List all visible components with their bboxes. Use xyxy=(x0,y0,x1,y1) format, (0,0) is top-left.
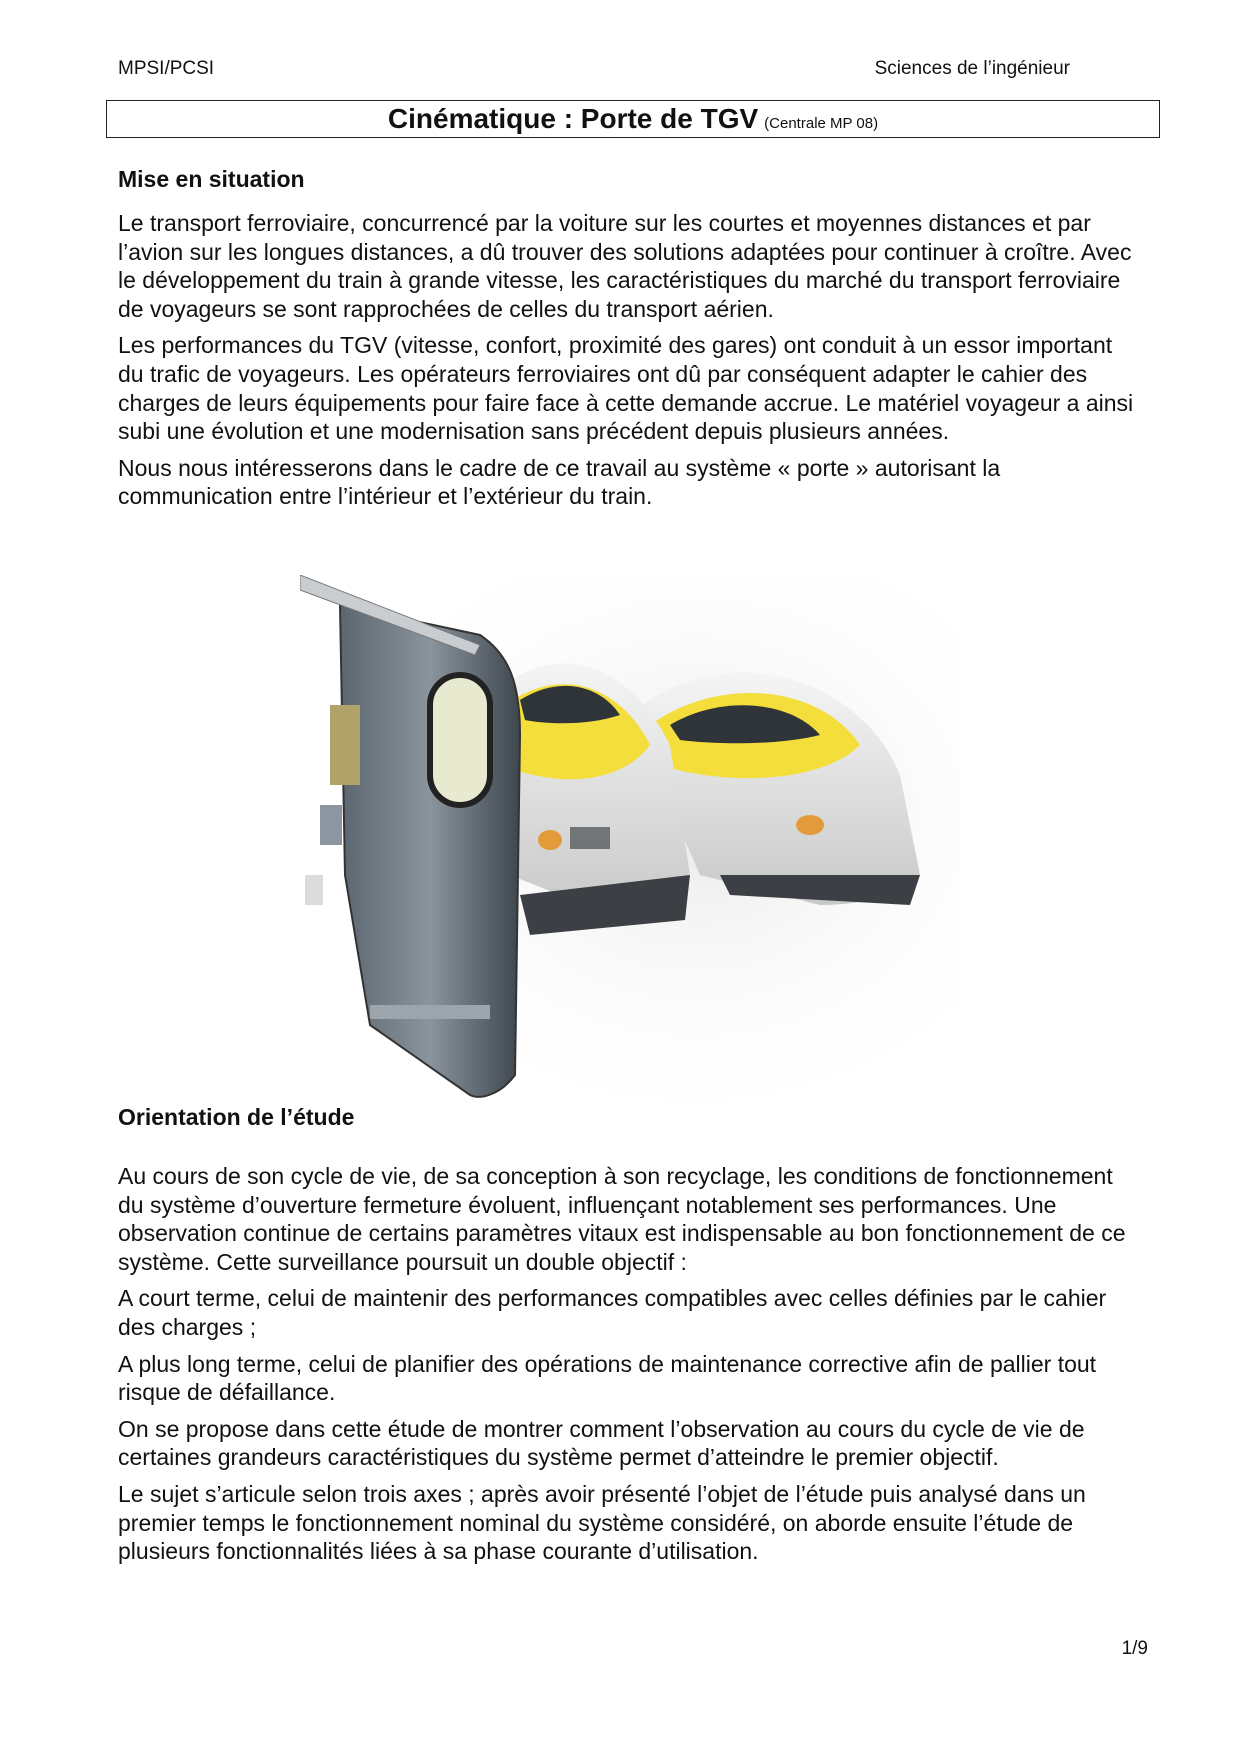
section-mise-en-situation xyxy=(118,209,1140,519)
paragraph: Nous nous intéresserons dans le cadre de ce travail au système « porte » autorisant la communication entre l’intérieur et l’extérieur du train. xyxy=(118,454,1001,510)
paragraph: A plus long terme, celui de planifier des opérations de maintenance corrective afin de pallier tout risque de défaillance. xyxy=(118,1350,1097,1406)
title-box xyxy=(106,100,1160,138)
paragraph: On se propose dans cette étude de montrer comment l’observation au cours du cycle de vie de certaines grandeurs caractéristiques du système permet d’atteindre le premier objectif. xyxy=(118,1415,1085,1471)
paragraph: Les performances du TGV (vitesse, confort, proximité des gares) ont conduit à un essor important du trafic de voyageurs. Les opérateurs ferroviaires ont dû par conséquent adapter le cahier des charges de leurs équipements pour faire face à cette demande accrue. Le matériel voyageur a ainsi subi une évolution et une modernisation sans précédent depuis plusieurs années. xyxy=(118,332,1134,445)
page-number: 1/9 xyxy=(1121,1638,1148,1659)
tgv-door-illustration xyxy=(300,575,960,1115)
paragraph: Le transport ferroviaire, concurrencé par la voiture sur les courtes et moyennes distances et par l’avion sur les longues distances, a dû trouver des solutions adaptées pour continuer à croître. Avec le développement du train à grande vitesse, les caractéristiques du marché du transport ferroviaire de voyageurs se sont rapprochées de celles du transport aérien. xyxy=(118,210,1132,322)
section-heading-orientation: Orientation de l’étude xyxy=(118,1104,355,1130)
paragraph: Le sujet s’articule selon trois axes ; après avoir présenté l’objet de l’étude puis analysé dans un premier temps le fonctionnement nominal du système considéré, on aborde ensuite l’étude de plusieurs fonctionnalités liées à sa phase courante d’utilisation. xyxy=(118,1480,1086,1565)
header-left: MPSI/PCSI xyxy=(118,58,215,79)
page-title: Cinématique : Porte de TGV xyxy=(387,103,759,134)
page-subtitle: (Centrale MP 08) xyxy=(764,115,879,132)
header-right: Sciences de l’ingénieur xyxy=(874,58,1070,79)
section-heading-mise-en-situation: Mise en situation xyxy=(118,166,305,192)
paragraph: A court terme, celui de maintenir des performances compatibles avec celles définies par le cahier des charges ; xyxy=(118,1285,1107,1340)
section-orientation xyxy=(118,1162,1140,1574)
paragraph: Au cours de son cycle de vie, de sa conception à son recyclage, les conditions de fonctionnement du système d’ouverture fermeture évoluent, influençant notablement ses performances. Une observation continue de certains paramètres vitaux est indispensable au bon fonctionnement de ce système. Cette surveillance poursuit un double objectif : xyxy=(118,1163,1126,1275)
